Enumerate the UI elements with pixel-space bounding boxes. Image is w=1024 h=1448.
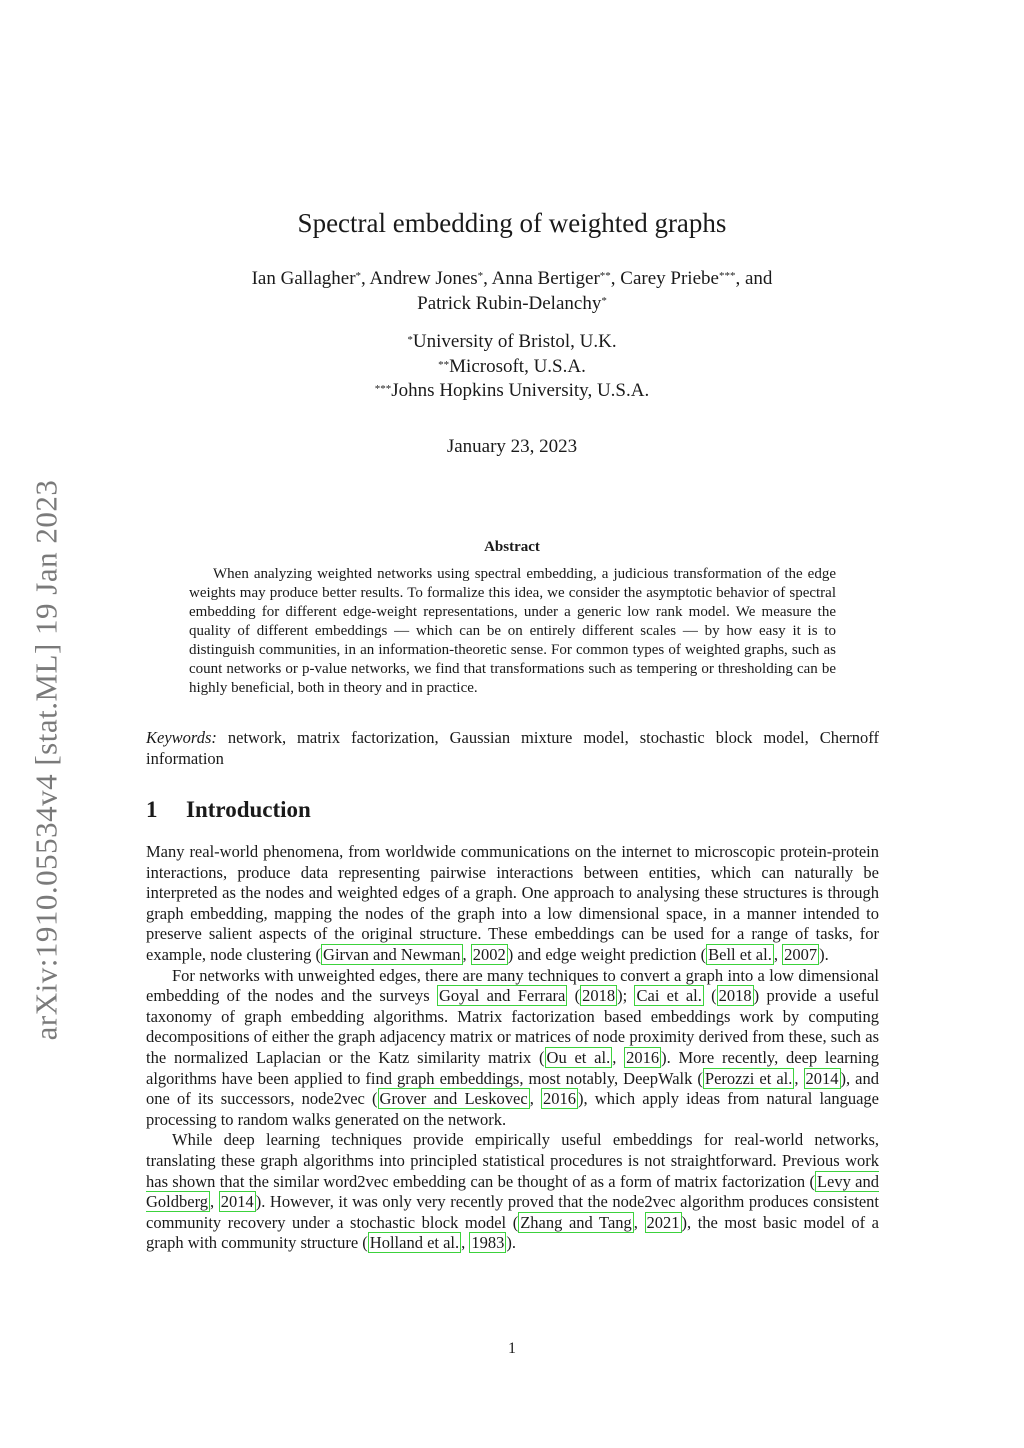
author-name: Patrick Rubin-Delanchy <box>417 293 602 314</box>
paragraph-text: , <box>773 944 783 964</box>
paragraph-text: ). More recently, deep learning algorithms have been applied to find graph embeddings, most notably, DeepWalk ( <box>146 1047 879 1088</box>
paragraph-text: , <box>633 1212 645 1232</box>
affiliation-mark: * <box>477 270 484 282</box>
citation-link[interactable]: Grover and Leskovec <box>379 1089 528 1109</box>
paragraph-text: , <box>210 1192 219 1212</box>
paragraph-text: , <box>529 1089 541 1109</box>
paragraph-text: , <box>462 944 471 964</box>
affiliation-name: University of Bristol, U.K. <box>412 331 617 352</box>
affiliation-mark: *** <box>374 383 392 395</box>
paragraph-text: ( <box>703 986 717 1006</box>
paragraph <box>146 966 879 1131</box>
citation-link[interactable]: Zhang and Tang <box>520 1212 632 1232</box>
affiliation-name: Microsoft, U.S.A. <box>449 355 586 377</box>
paragraph-text: , <box>794 1068 804 1088</box>
paragraph-text: ); <box>617 986 635 1006</box>
citation-year-link[interactable]: 2014 <box>220 1192 254 1212</box>
section-number: 1 <box>146 797 158 822</box>
paragraph-text: , <box>612 1047 625 1067</box>
author-name: Ian Gallagher <box>251 268 356 289</box>
paragraph-text: ). However, it was only very recently proved that the node2vec algorithm produces consistent community recovery under a stochastic block model ( <box>146 1192 879 1232</box>
citation-link[interactable]: Bell et al. <box>708 944 772 964</box>
arxiv-identifier: arXiv:1910.05534v4 [stat.ML] 19 Jan 2023 <box>28 479 63 1041</box>
paragraph-text: ), and one of its successors, node2vec ( <box>146 1068 879 1109</box>
affiliation-name: Johns Hopkins University, U.S.A. <box>391 380 650 401</box>
section-heading <box>146 797 311 823</box>
abstract-heading: Abstract <box>484 539 540 555</box>
citation-year-link[interactable]: 2014 <box>805 1068 839 1088</box>
author-name: , Anna Bertiger <box>483 268 600 289</box>
citation-year-link[interactable]: 2002 <box>472 944 506 964</box>
paragraph-text: ). <box>819 944 829 964</box>
author-list <box>150 266 874 316</box>
paragraph-text: , <box>461 1233 470 1253</box>
body-text <box>146 842 879 1254</box>
affiliation-mark: ** <box>599 270 611 282</box>
citation-link[interactable]: Girvan and Newman <box>323 944 461 964</box>
keywords-label: Keywords: <box>146 728 217 747</box>
affiliation-line <box>150 355 874 380</box>
citation-year-link[interactable]: 2016 <box>543 1089 576 1109</box>
paragraph <box>146 1130 879 1254</box>
citation-year-link[interactable]: 2016 <box>626 1047 660 1067</box>
keywords <box>146 728 879 769</box>
paragraph-text: While deep learning techniques provide empirically useful embeddings for real-world networks, translating these graph algorithms into principled statistical procedures is not straightforward. Previous work has shown that the similar word2vec embedding can be thought of as a form of matrix factorization ( <box>146 1130 879 1191</box>
citation-link[interactable]: Cai et al. <box>636 986 702 1006</box>
paragraph-text: ) provide a useful taxonomy of graph embedding algorithms. Matrix factorization based embeddings work by computing decompositions of either the graph adjacency matrix or matrices of node proximity derived from these, such as the normalized Laplacian or the Katz similarity matrix ( <box>146 986 880 1067</box>
affiliation-mark: * <box>601 295 607 307</box>
affiliation-mark: ** <box>438 358 450 371</box>
author-name: , Andrew Jones <box>361 268 478 289</box>
paragraph-text: ), which apply ideas from natural language processing to random walks generated on the network. <box>146 1089 880 1129</box>
paragraph-text: ), the most basic model of a graph with community structure ( <box>146 1212 879 1253</box>
citation-link[interactable]: Holland et al. <box>369 1233 460 1253</box>
keywords-text: network, matrix factorization, Gaussian mixture model, stochastic block model, Chernoff information <box>146 728 879 768</box>
affiliation-list <box>150 330 874 404</box>
affiliation-mark: * <box>407 334 413 346</box>
paragraph-text: For networks with unweighted edges, there are many techniques to convert a graph into a low dimensional embedding of the nodes and the surveys <box>146 965 879 1006</box>
paper-title: Spectral embedding of weighted graphs <box>297 208 727 238</box>
citation-year-link[interactable]: 2007 <box>784 944 818 964</box>
author-name: , Carey Priebe <box>610 268 719 289</box>
citation-year-link[interactable]: 1983 <box>471 1233 505 1253</box>
publication-date: January 23, 2023 <box>446 436 578 457</box>
paragraph <box>146 842 879 966</box>
citation-link[interactable]: Levy and Goldberg <box>146 1171 879 1212</box>
citation-year-link[interactable]: 2018 <box>582 986 616 1006</box>
paragraph-text: Many real-world phenomena, from worldwide communications on the internet to microscopic protein-protein interactions, produce data representing pairwise interactions between entities, which can naturally be interpreted as the nodes and weighted edges of a graph. One approach to analysing these structures is through graph embedding, mapping the nodes of the graph into a low dimensional space, in a manner intended to preserve salient aspects of the original structure. These embeddings can be used for a range of tasks, for example, node clustering ( <box>146 842 879 964</box>
abstract-text: When analyzing weighted networks using spectral embedding, a judicious transformation of the edge weights may produce better results. To formalize this idea, we consider the asymptotic behavior of spectral embedding for different edge-weight representations, under a generic low rank model. We measure the quality of different embeddings — which can be on entirely different scales — by how easy it is to distinguish communities, in an information-theoretic sense. For common types of weighted graphs, such as count networks or p-value networks, we find that transformations such as tempering or thresholding can be highly beneficial, both in theory and in practice. <box>189 566 836 696</box>
page-number: 1 <box>508 1340 516 1357</box>
section-title: Introduction <box>186 797 311 822</box>
citation-link[interactable]: Ou et al. <box>546 1047 611 1067</box>
affiliation-mark: *** <box>718 270 736 282</box>
affiliation-mark: * <box>355 270 362 282</box>
abstract <box>189 565 836 698</box>
affiliation-line <box>150 379 874 404</box>
paragraph-text: ). <box>506 1233 517 1253</box>
citation-link[interactable]: Goyal and Ferrara <box>439 986 566 1006</box>
author-separator: , and <box>735 268 773 289</box>
affiliation-line <box>150 330 874 355</box>
paragraph-text: ) and edge weight prediction ( <box>507 944 707 964</box>
citation-year-link[interactable]: 2021 <box>646 1212 680 1232</box>
paragraph-text: ( <box>567 986 581 1006</box>
citation-year-link[interactable]: 2018 <box>718 986 752 1006</box>
citation-link[interactable]: Perozzi et al. <box>704 1068 793 1088</box>
